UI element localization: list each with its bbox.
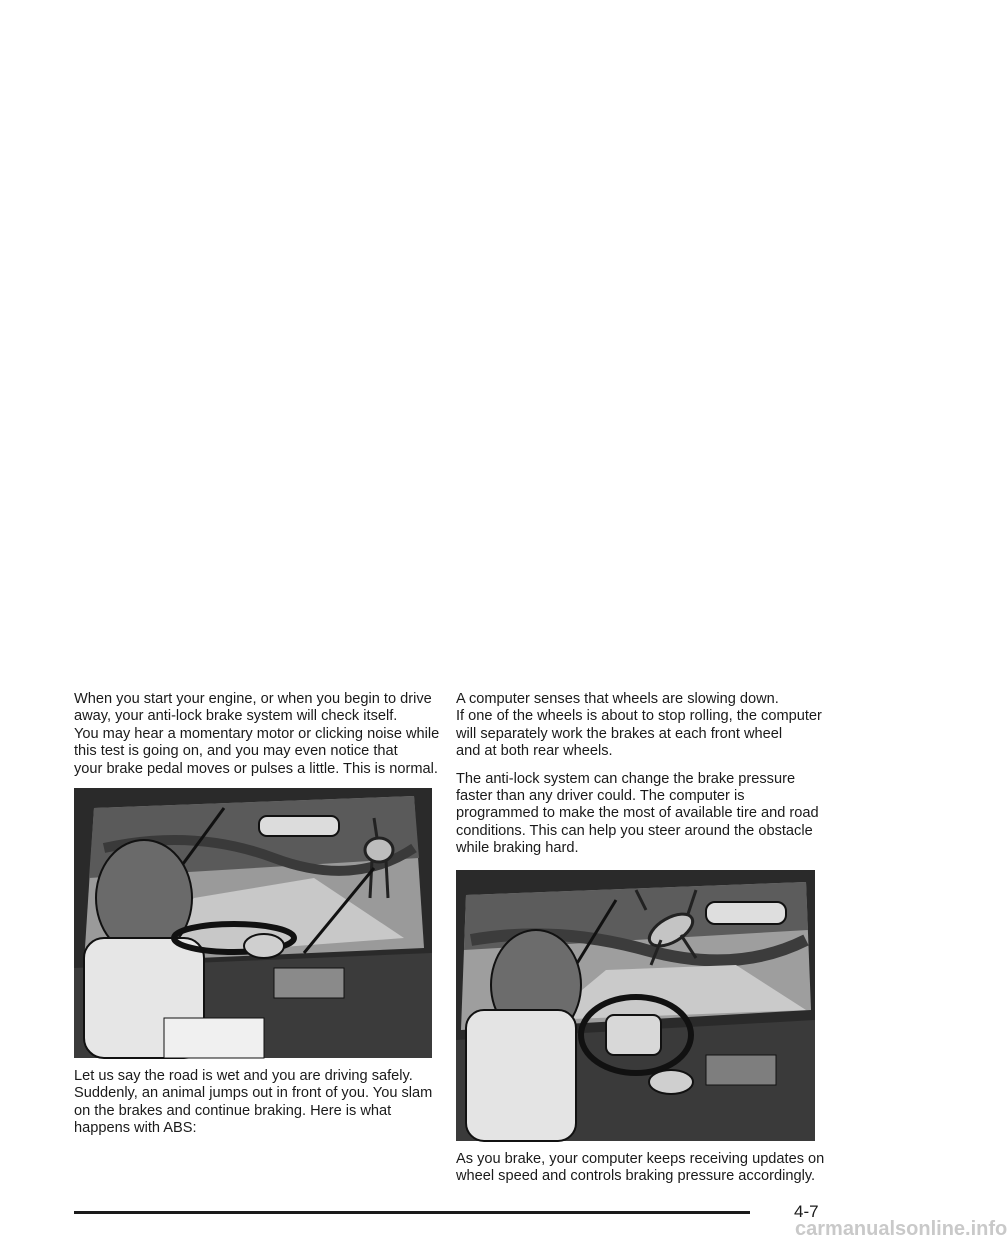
footer-rule [74,1211,750,1214]
illustration-deer-jumping [456,870,815,1141]
left-column [74,691,440,1148]
page-number: 4-7 [794,1202,819,1221]
illustration-deer-on-road [74,788,432,1058]
paragraph-engine-start: When you start your engine, or when you begin to drive away, your anti-lock brake system will check itself. You may hear a momentary motor or clicking noise while this test is going on, and you may even notice that your brake pedal moves or pulses a little. This is normal. [74,691,440,777]
watermark-text[interactable]: carmanualsonline.info [795,1218,1007,1240]
paragraph-computer-senses: A computer senses that wheels are slowing down. If one of the wheels is about to stop rolling, the computer will separately work the brakes at each front wheel and at both rear wheels. [456,691,822,760]
paragraph-anti-lock-pressure: The anti-lock system can change the brake pressure faster than any driver could. The computer is programmed to make the most of available tire and road conditions. This can help you steer around the obstacle while braking hard. [456,770,819,857]
paragraph-updates: As you brake, your computer keeps receiving updates on wheel speed and controls braking pressure accordingly. [456,1150,825,1185]
right-column [456,691,825,1195]
paragraph-scenario: Let us say the road is wet and you are driving safely. Suddenly, an animal jumps out in front of you. You slam on the brakes and continue braking. Here is what happens with ABS: [74,1068,433,1137]
